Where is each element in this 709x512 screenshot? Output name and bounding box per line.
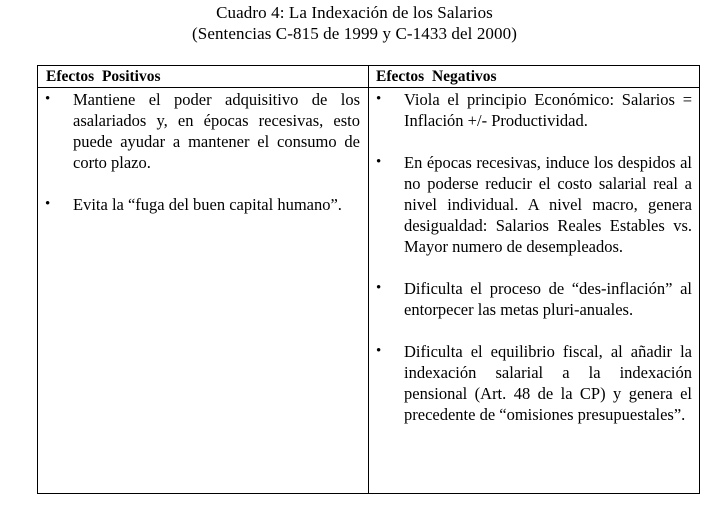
header-divider (38, 87, 699, 88)
positive-effect-item (38, 194, 368, 215)
table-caption-title: Cuadro 4: La Indexación de los Salarios (216, 3, 493, 22)
header-positive-effects: Efectos Positivos (46, 68, 161, 85)
negative-effect-item (369, 278, 700, 320)
bullet-icon: • (376, 343, 382, 359)
header-negative-effects: Efectos Negativos (376, 68, 497, 85)
negative-effects-column (369, 89, 700, 425)
bullet-icon: • (376, 91, 382, 107)
positive-effect-text: Mantiene el poder adquisitivo de los asalariados y, en épocas recesivas, esto puede ayudar a mantener el consumo de corto plazo. (73, 90, 360, 172)
positive-effects-column (38, 89, 368, 215)
negative-effect-text: Viola el principio Económico: Salarios = Inflación +/- Productividad. (404, 90, 692, 130)
negative-effect-text: Dificulta el proceso de “des-inflación” al entorpecer las metas pluri-anuales. (404, 279, 692, 319)
effects-table (37, 65, 700, 494)
negative-effect-item (369, 152, 700, 257)
table-caption-subtitle: (Sentencias C-815 de 1999 y C-1433 del 2000) (192, 24, 517, 43)
negative-effect-text: En épocas recesivas, induce los despidos al no poderse reducir el costo salarial real a nivel individual. A nivel macro, genera desigualdad: Salarios Reales Estables vs. Mayor numero de desempleados. (404, 153, 692, 256)
bullet-icon: • (376, 280, 382, 296)
bullet-icon: • (45, 196, 51, 212)
bullet-icon: • (45, 91, 51, 107)
negative-effect-item (369, 89, 700, 131)
negative-effect-text: Dificulta el equilibrio fiscal, al añadir la indexación salarial a la indexación pensional (Art. 48 de la CP) y genera el precedente de “omisiones presupuestales”. (404, 342, 692, 424)
positive-effect-text: Evita la “fuga del buen capital humano”. (73, 195, 342, 214)
positive-effect-item (38, 89, 368, 173)
bullet-icon: • (376, 154, 382, 170)
negative-effect-item (369, 341, 700, 425)
